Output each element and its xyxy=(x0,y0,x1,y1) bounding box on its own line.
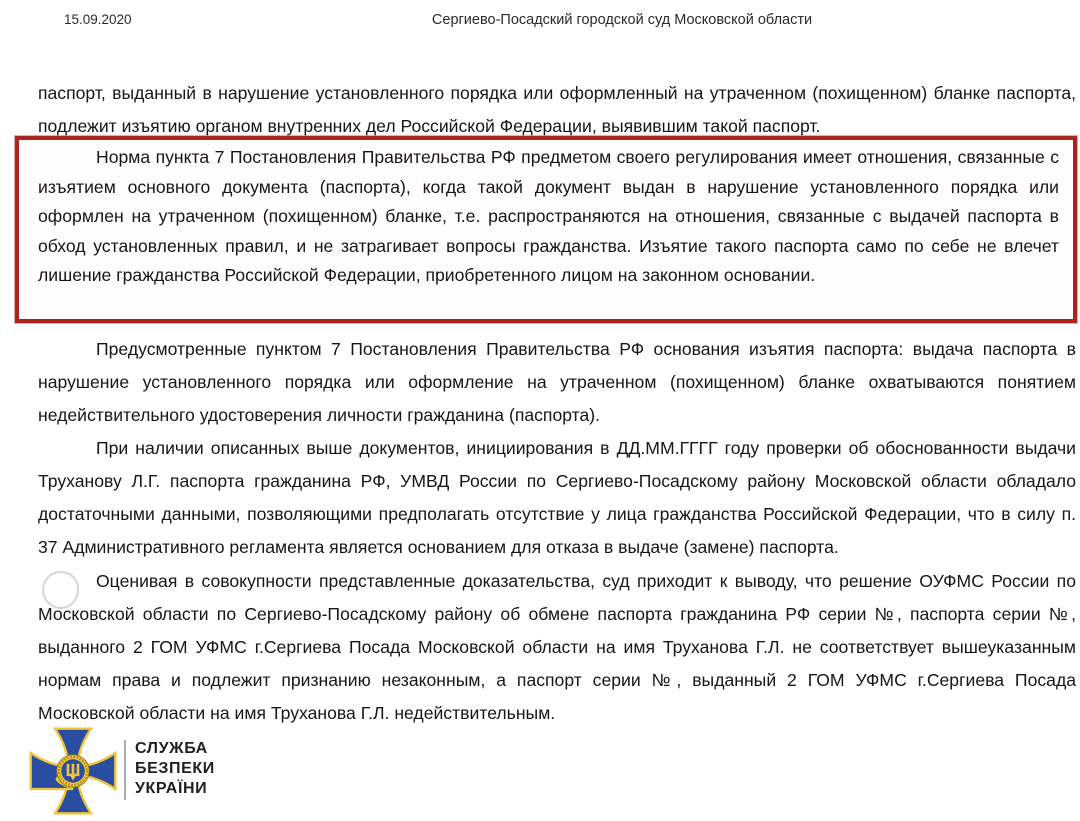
logo-divider-line xyxy=(124,740,126,800)
paragraph-highlighted: Норма пункта 7 Постановления Правительства РФ предметом своего регулирования имеет отношения, связанные с изъятием основного документа (паспорта), когда такой документ выдан в нарушение установленного порядка или оформлен на утраченном (похищенном) бланке, т.е. распространяются на отношения, связанные с выдачей паспорта в обход установленных правил, и не затрагивает вопросы гражданства. Изъятие такого паспорта само по себе не влечет лишение гражданства Российской Федерации, приобретенного лицом на законном основании. xyxy=(38,147,1059,286)
sbu-org-line2: БЕЗПЕКИ xyxy=(135,760,215,777)
paragraph-check: При наличии описанных выше документов, инициирования в ДД.ММ.ГГГГ году проверки об обоснованности выдачи Труханову Л.Г. паспорта гражданина РФ, УМВД России по Сергиево-Посадскому району Московской области обладало достаточными данными, позволяющими предполагать отсутствие у лица гражданства Российской Федерации, что в силу п. 37 Административного регламента является основанием для отказа в выдаче (замене) паспорта. xyxy=(38,438,1076,557)
court-name-header: Сергиево-Посадский городской суд Московской области xyxy=(431,12,813,28)
document-date: 15.09.2020 xyxy=(64,12,132,27)
sbu-org-line3: УКРАЇНИ xyxy=(135,780,208,797)
sbu-cross-trident-emblem-icon xyxy=(28,726,118,816)
sbu-logo xyxy=(28,726,358,818)
paragraph-conclusion: Оценивая в совокупности представленные доказательства, суд приходит к выводу, что решение ОУФМС России по Московской области по Сергиево-Посадскому району об обмене паспорта гражданина РФ серии №, паспорта серии №, выданного 2 ГОМ УФМС г.Сергиева Посада Московской области на имя Труханова Г.Л. не соответствует вышеуказанным нормам права и подлежит признанию незаконным, а паспорт серии №, выданный 2 ГОМ УФМС г.Сергиева Посада Московской области на имя Труханова Г.Л. недействительным. xyxy=(38,571,1076,723)
highlight-red-box xyxy=(15,136,1077,323)
paragraph-grounds: Предусмотренные пунктом 7 Постановления Правительства РФ основания изъятия паспорта: выдача паспорта в нарушение установленного порядка или оформление на утраченном (похищенном) бланке охватываются понятием недействительного удостоверения личности гражданина (паспорта). xyxy=(38,339,1076,425)
paragraph-intro: паспорт, выданный в нарушение установленного порядка или оформленный на утраченном (похищенном) бланке паспорта, подлежит изъятию органом внутренних дел Российской Федерации, выявившим такой паспорт. xyxy=(38,83,1076,136)
sbu-org-line1: СЛУЖБА xyxy=(135,740,208,757)
sbu-org-name xyxy=(135,739,215,799)
